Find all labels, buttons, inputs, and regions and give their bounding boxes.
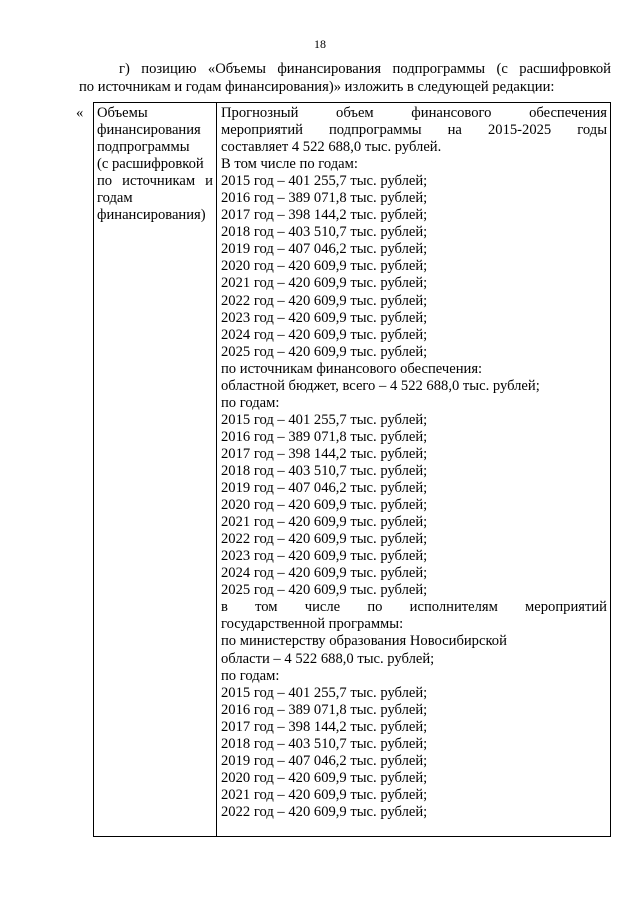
intro-paragraph <box>79 61 611 96</box>
table-label-line: финансирования <box>97 122 201 138</box>
table-value-line: 2021 год – 420 609,9 тыс. рублей; <box>221 275 428 292</box>
table-value-line: 2023 год – 420 609,9 тыс. рублей; <box>221 548 428 565</box>
table-value-line: 2015 год – 401 255,7 тыс. рублей; <box>221 411 428 428</box>
table-value-line: по годам: <box>221 667 280 684</box>
table-label-line: подпрограммы <box>97 139 190 155</box>
table-value-line: Прогнозный объем финансового обеспечения <box>221 105 607 121</box>
table-value-line: 2017 год – 398 144,2 тыс. рублей; <box>221 718 428 735</box>
table-value-line: в том числе по исполнителям мероприятий <box>221 599 607 616</box>
table-value-line: 2025 год – 420 609,9 тыс. рублей; <box>221 582 428 599</box>
table-value-line: государственной программы: <box>221 616 404 633</box>
table-value-line: 2024 год – 420 609,9 тыс. рублей; <box>221 326 428 343</box>
table-value-line: 2018 год – 403 510,7 тыс. рублей; <box>221 735 428 752</box>
table-value-line: по годам: <box>221 394 280 411</box>
financing-table <box>93 102 611 837</box>
table-value-line: областной бюджет, всего – 4 522 688,0 тыс. рублей; <box>221 377 540 394</box>
table-value-line: 2016 год – 389 071,8 тыс. рублей; <box>221 701 428 718</box>
table-label-line: финансирования) <box>97 207 206 223</box>
intro-line-2: по источникам и годам финансирования)» изложить в следующей редакции: <box>79 78 555 95</box>
table-value-line: 2019 год – 407 046,2 тыс. рублей; <box>221 241 428 258</box>
table-value-line: 2018 год – 403 510,7 тыс. рублей; <box>221 224 428 241</box>
table-value-line: 2015 год – 401 255,7 тыс. рублей; <box>221 684 428 701</box>
table-value-line: составляет 4 522 688,0 тыс. рублей. <box>221 139 442 156</box>
table-value-cell <box>221 105 607 821</box>
table-value-line: В том числе по годам: <box>221 156 358 173</box>
table-value-line: по министерству образования Новосибирской <box>221 633 507 650</box>
table-value-line: 2021 год – 420 609,9 тыс. рублей; <box>221 514 428 531</box>
table-value-line: по источникам финансового обеспечения: <box>221 360 483 377</box>
table-value-line: 2015 год – 401 255,7 тыс. рублей; <box>221 173 428 190</box>
table-value-line: 2022 год – 420 609,9 тыс. рублей; <box>221 531 428 548</box>
table-value-line: 2017 год – 398 144,2 тыс. рублей; <box>221 445 428 462</box>
table-label-line: Объемы <box>97 105 148 121</box>
table-value-line: 2025 год – 420 609,9 тыс. рублей; <box>221 343 428 360</box>
table-label-line: годам <box>97 190 133 206</box>
column-divider <box>216 103 217 836</box>
table-value-line: 2016 год – 389 071,8 тыс. рублей; <box>221 428 428 445</box>
table-value-line: 2017 год – 398 144,2 тыс. рублей; <box>221 207 428 224</box>
table-value-line: 2020 год – 420 609,9 тыс. рублей; <box>221 769 428 786</box>
page-number: 18 <box>314 37 326 51</box>
opening-quote-mark: « <box>76 105 84 121</box>
table-value-line: мероприятий подпрограммы на 2015-2025 годы <box>221 122 607 139</box>
table-label-line: (с расшифровкой <box>97 156 204 172</box>
table-value-line: 2019 год – 407 046,2 тыс. рублей; <box>221 752 428 769</box>
intro-line-1: г) позицию «Объемы финансирования подпрограммы (с расшифровкой <box>119 61 611 77</box>
table-value-line: 2018 год – 403 510,7 тыс. рублей; <box>221 462 428 479</box>
table-value-line: 2019 год – 407 046,2 тыс. рублей; <box>221 480 428 497</box>
table-value-line: 2022 год – 420 609,9 тыс. рублей; <box>221 292 428 309</box>
table-value-line: 2024 год – 420 609,9 тыс. рублей; <box>221 565 428 582</box>
table-value-line: 2016 год – 389 071,8 тыс. рублей; <box>221 190 428 207</box>
table-value-line: области – 4 522 688,0 тыс. рублей; <box>221 650 435 667</box>
table-value-line: 2021 год – 420 609,9 тыс. рублей; <box>221 786 428 803</box>
table-value-line: 2022 год – 420 609,9 тыс. рублей; <box>221 803 428 820</box>
table-value-line: 2023 год – 420 609,9 тыс. рублей; <box>221 309 428 326</box>
table-label-line: по источникам и <box>97 173 213 189</box>
table-value-line: 2020 год – 420 609,9 тыс. рублей; <box>221 258 428 275</box>
table-label-cell <box>97 105 213 224</box>
table-value-line: 2020 год – 420 609,9 тыс. рублей; <box>221 497 428 514</box>
